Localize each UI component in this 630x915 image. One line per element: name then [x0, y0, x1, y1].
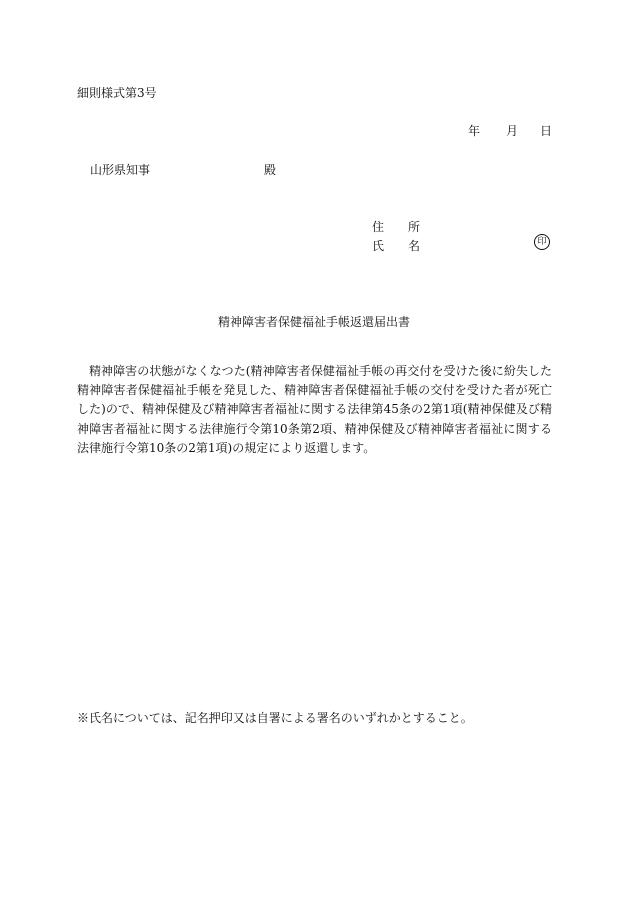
name-label-part1: 氏: [372, 239, 385, 253]
date-day-label: 日: [540, 124, 553, 138]
date-month-label: 月: [506, 124, 519, 138]
document-title: 精神障害者保健福祉手帳返還届出書: [218, 315, 411, 329]
address-label-part2: 所: [408, 220, 421, 234]
address-label-part1: 住: [372, 220, 385, 234]
footnote: ※氏名については、記名押印又は自署による署名のいずれかとすること。: [77, 711, 473, 725]
body-paragraph: 精神障害の状態がなくなつた(精神障害者保健福祉手帳の再交付を受けた後に紛失した精神障害者保健福祉手帳を発見した、精神障害者保健福祉手帳の交付を受けた者が死亡した)ので、精神保健及び精神障害者福祉に関する法律第45条の2第1項(精神保健及び精神障害者福祉に関する法律施行令第10条第2項、精神保健及び精神障害者福祉に関する法律施行令第10条の2第1項)の規定により返還します。: [77, 364, 552, 455]
name-label-part2: 名: [408, 239, 421, 253]
form-number: 細則様式第3号: [77, 86, 157, 100]
addressee-honorific: 殿: [264, 163, 277, 177]
addressee-name: 山形県知事: [90, 163, 151, 177]
date-year-label: 年: [468, 124, 481, 138]
seal-mark: 印: [534, 234, 550, 250]
